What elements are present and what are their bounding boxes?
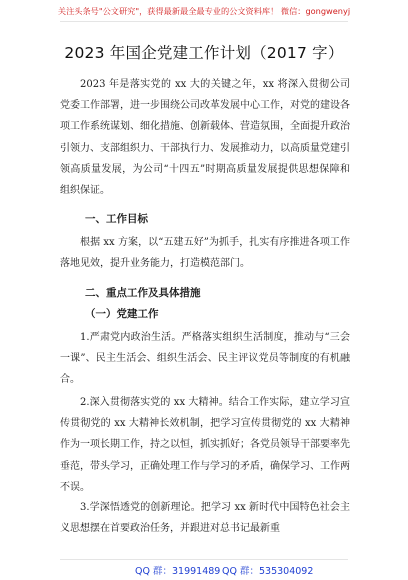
intro-paragraph: 2023 年是落实党的 xx 大的关键之年，xx 将深入贯彻公司党委工作部署，进一步围绕公司改革发展中心工作，对党的建设各项工作系统谋划、细化措施、创新载体、营造氛围，全面提升政治引领力、支部组织力、干部执行力、发展推动力，以高质量党建引领高质量发展，为公司“十四五”时期高质量发展提供思想保障和组织保证。 [60,79,350,197]
list-item: 2.深入贯彻落实党的 xx 大精神。结合工作实际，建立学习宣传贯彻党的 xx 大精神长效机制，把学习宣传贯彻党的 xx 大精神作为一项长期工作，持之以恒，抓实抓好；各党员领导干部要率先垂范，带头学习，正确处理工作与学习的矛盾，确保学习、工作两不误。 [60,397,350,493]
header-banner: 关注头条号"公文研究"，获得最新最全最专业的公文资料库！ 微信：gongwenyj [57,6,351,16]
footer-qq-group-left: QQ 群：31991489 [135,566,221,577]
footer-qq-group-right: QQ 群：535304092 [222,566,314,577]
goal-paragraph: 根据 xx 方案，以“五建五好”为抓手，扎实有序推进各项工作落地见效，提升业务能力，打造模范部门。 [60,237,350,270]
list-item: 3.学深悟透党的创新理论。把学习 xx 新时代中国特色社会主义思想摆在首要政治任务，并跟进对总书记最新重 [60,502,350,535]
header-divider [60,21,348,22]
footer-divider [60,559,348,560]
section-heading-focus: 二、重点工作及具体措施 [85,287,201,299]
list-item: 1.严肃党内政治生活。严格落实组织生活制度，推动与“三会一课”、民主生活会、组织生活会、民主评议党员等制度的有机融合。 [60,332,350,386]
subsection-heading-party: （一）党建工作 [85,308,159,320]
section-heading-goal: 一、工作目标 [85,213,148,225]
document-title: 2023 年国企党建工作计划（2017 字） [64,44,344,62]
